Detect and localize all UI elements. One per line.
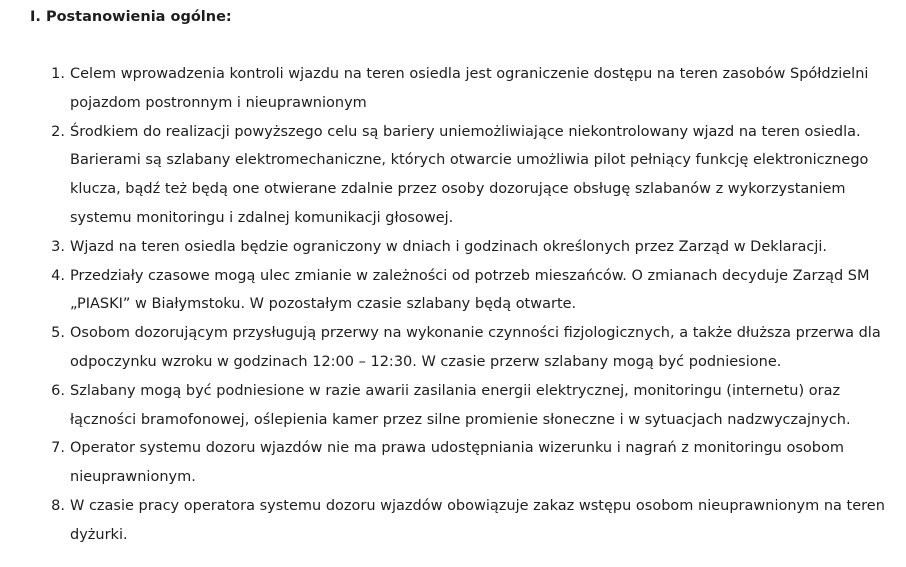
list-item-line: nieuprawnionym.	[70, 469, 196, 486]
list-item-text	[70, 434, 880, 492]
list-item-text	[70, 60, 880, 118]
list-item-line: Celem wprowadzenia kontroli wjazdu na teren osiedla jest ograniczenie dostępu na teren zasobów Spółdzielni	[70, 66, 869, 82]
list-item-line: W czasie pracy operatora systemu dozoru wjazdów obowiązuje zakaz wstępu osobom nieuprawnionym na teren	[70, 497, 885, 514]
list-item-line: łączności bramofonowej, oślepienia kamer przez silne promienie słoneczne i w sytuacjach nadzwyczajnych.	[70, 411, 851, 428]
list-item	[0, 319, 880, 377]
list-item-text	[70, 319, 880, 377]
list-item-line: Przedziały czasowe mogą ulec zmianie w zależności od potrzeb mieszańców. O zmianach decyduje Zarząd SM	[70, 267, 870, 284]
list-item-number: 8.	[51, 497, 65, 514]
list-item-number: 6.	[51, 382, 65, 399]
list-item-line: klucza, bądź też będą one otwierane zdalnie przez osoby dozorujące obsługę szlabanów z wykorzystaniem	[70, 181, 846, 198]
list-item-number: 1.	[51, 66, 65, 82]
list-item-line: Osobom dozorującym przysługują przerwy na wykonanie czynności fizjologicznych, a także dłuższa przerwa dla	[70, 325, 881, 342]
list-item	[0, 233, 880, 262]
list-item-line: pojazdom postronnym i nieuprawnionym	[70, 94, 367, 111]
list-item-text	[70, 377, 880, 435]
list-item-line: dyżurki.	[70, 526, 128, 543]
list-item-number: 4.	[51, 267, 65, 284]
list-item-number: 2.	[51, 123, 65, 140]
list-item-number: 7.	[51, 440, 65, 457]
list-item-text	[70, 118, 880, 233]
list-item-text	[70, 492, 885, 550]
list-item-line: Operator systemu dozoru wjazdów nie ma prawa udostępniania wizerunku i nagrań z monitoringu osobom	[70, 440, 844, 457]
list-item	[0, 492, 885, 550]
list-item-line: odpoczynku wzroku w godzinach 12:00 – 12:30. W czasie przerw szlabany mogą być podniesione.	[70, 353, 782, 370]
list-item-text	[70, 262, 880, 320]
list-item-line: systemu monitoringu i zdalnej komunikacji głosowej.	[70, 209, 454, 226]
list-item-text	[70, 233, 880, 262]
list-item	[0, 60, 880, 118]
list-item	[0, 118, 880, 233]
list-item	[0, 377, 880, 435]
section-title: I. Postanowienia ogólne:	[30, 9, 232, 25]
list-item-line: Szlabany mogą być podniesione w razie awarii zasilania energii elektrycznej, monitoringu (internetu) oraz	[70, 382, 841, 399]
list-item	[0, 434, 880, 492]
list-item-number: 3.	[51, 238, 65, 255]
list-item-line: Barierami są szlabany elektromechaniczne, których otwarcie umożliwia pilot pełniący funkcję elektronicznego	[70, 152, 869, 169]
list-item-number: 5.	[51, 325, 65, 342]
rules-list	[0, 60, 885, 550]
list-item	[0, 262, 880, 320]
list-item-line: Wjazd na teren osiedla będzie ograniczony w dniach i godzinach określonych przez Zarząd w Deklaracji.	[70, 238, 828, 255]
list-item-line: Środkiem do realizacji powyższego celu są bariery uniemożliwiające niekontrolowany wjazd na teren osiedla.	[70, 123, 861, 140]
list-item-line: „PIASKI” w Białymstoku. W pozostałym czasie szlabany będą otwarte.	[70, 296, 577, 313]
